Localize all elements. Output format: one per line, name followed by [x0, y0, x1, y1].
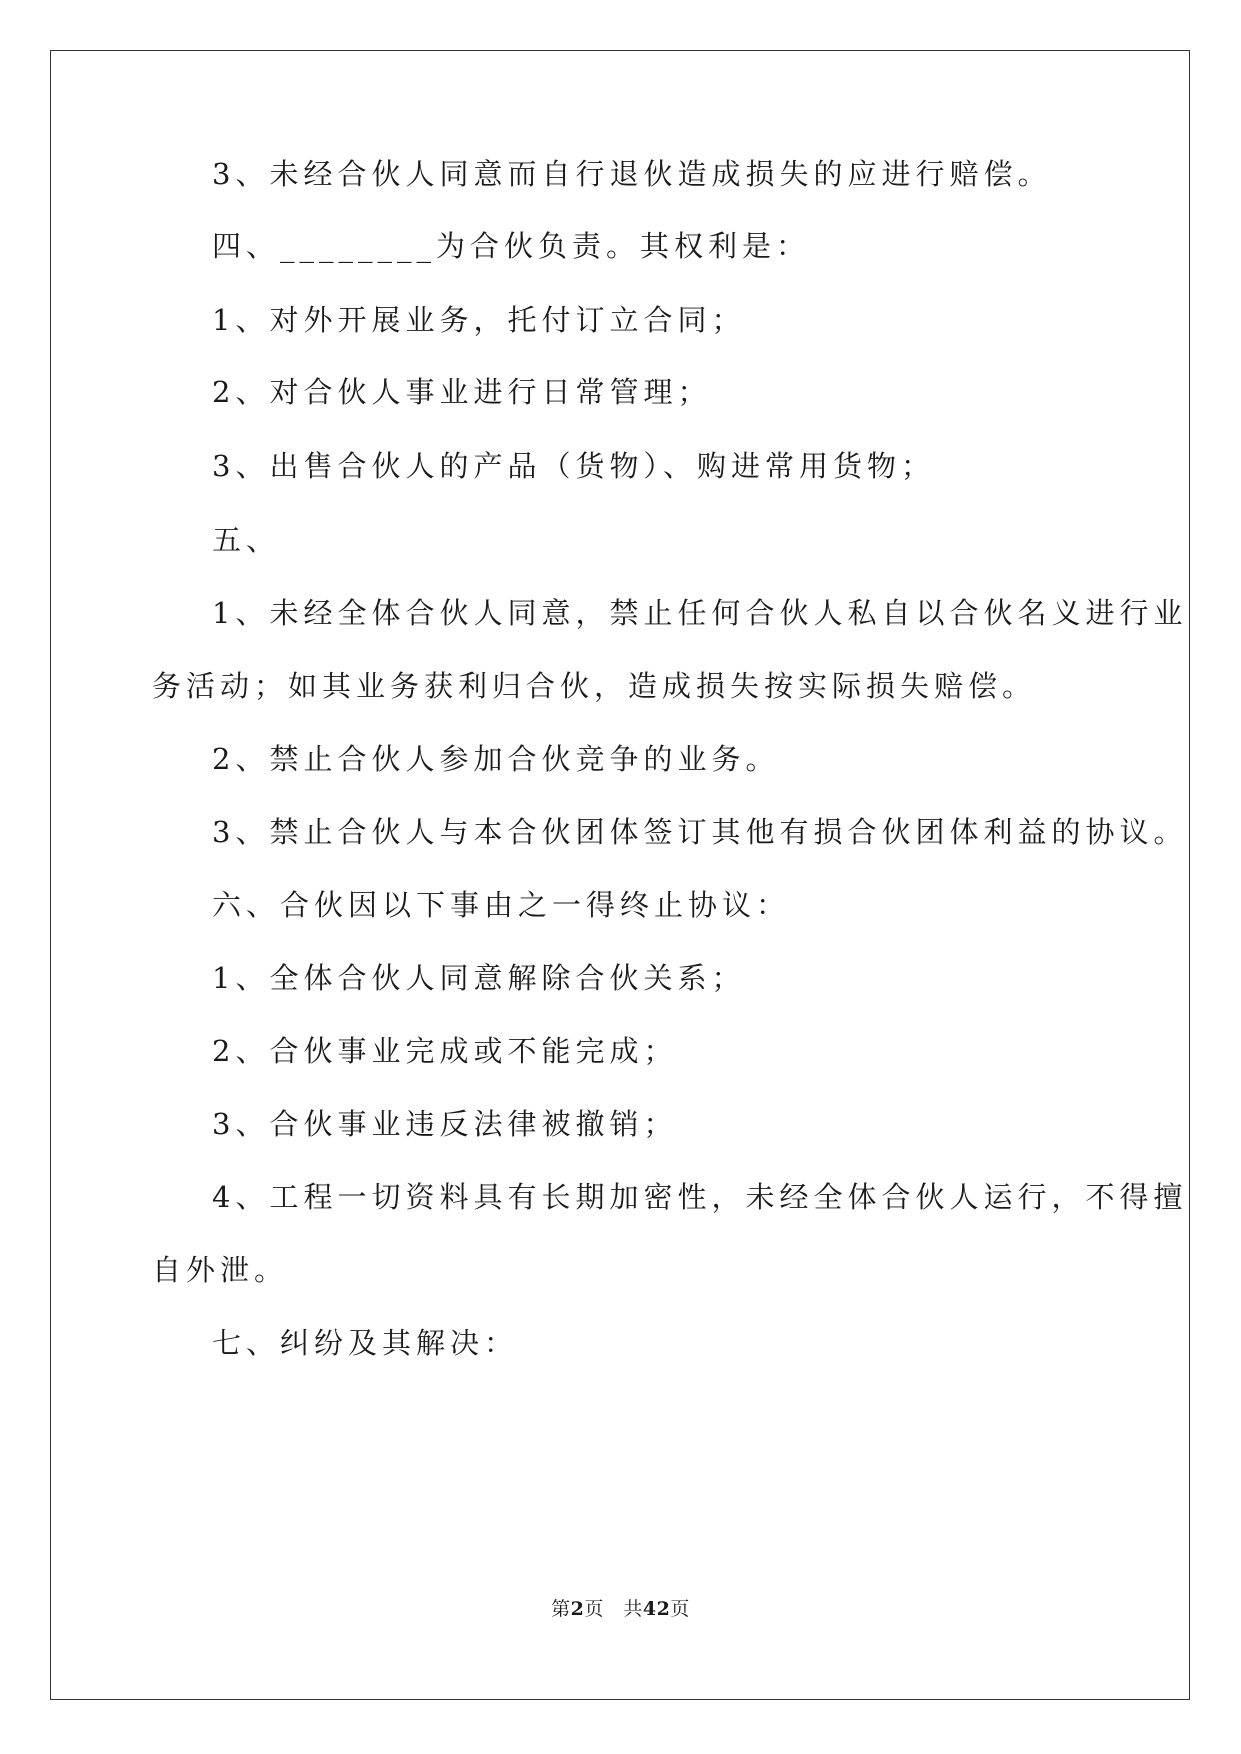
page-total-number: 42: [642, 1598, 671, 1620]
paragraph-item: 3、合伙事业违反法律被撤销；: [212, 1107, 678, 1141]
paragraph-continuation: 务活动；如其业务获利归合伙，造成损失按实际损失赔偿。: [152, 669, 1037, 703]
paragraph-item: 3、禁止合伙人与本合伙团体签订其他有损合伙团体利益的协议。: [212, 815, 1188, 849]
paragraph-item: 1、全体合伙人同意解除合伙关系；: [212, 961, 746, 995]
paragraph-item: 3、未经合伙人同意而自行退伙造成损失的应进行赔偿。: [212, 157, 1052, 191]
section-heading: 六、合伙因以下事由之一得终止协议：: [212, 888, 791, 922]
page-prefix: 第: [551, 1598, 571, 1620]
page-footer: [0, 1594, 1241, 1621]
paragraph-item: 2、对合伙人事业进行日常管理；: [212, 375, 712, 409]
paragraph-item: 1、对外开展业务，托付订立合同；: [212, 303, 746, 337]
paragraph-item: 2、合伙事业完成或不能完成；: [212, 1034, 678, 1068]
page-mid: 页 共: [584, 1598, 643, 1620]
page-border: [50, 50, 1190, 1700]
section-heading: 五、: [212, 523, 281, 557]
page-suffix: 页: [670, 1598, 690, 1620]
paragraph-item: 2、禁止合伙人参加合伙竞争的业务。: [212, 742, 780, 776]
paragraph-item: 1、未经全体合伙人同意，禁止任何合伙人私自以合伙名义进行业: [212, 596, 1188, 630]
page-current-number: 2: [570, 1598, 585, 1620]
paragraph-continuation: 自外泄。: [152, 1253, 289, 1287]
section-heading: 七、纠纷及其解决：: [212, 1326, 519, 1360]
paragraph-item: 4、工程一切资料具有长期加密性，未经全体合伙人运行，不得擅: [212, 1180, 1188, 1214]
paragraph-item: 3、出售合伙人的产品（货物）、购进常用货物；: [212, 449, 935, 483]
section-heading: 四、________为合伙负责。其权利是：: [212, 229, 811, 263]
